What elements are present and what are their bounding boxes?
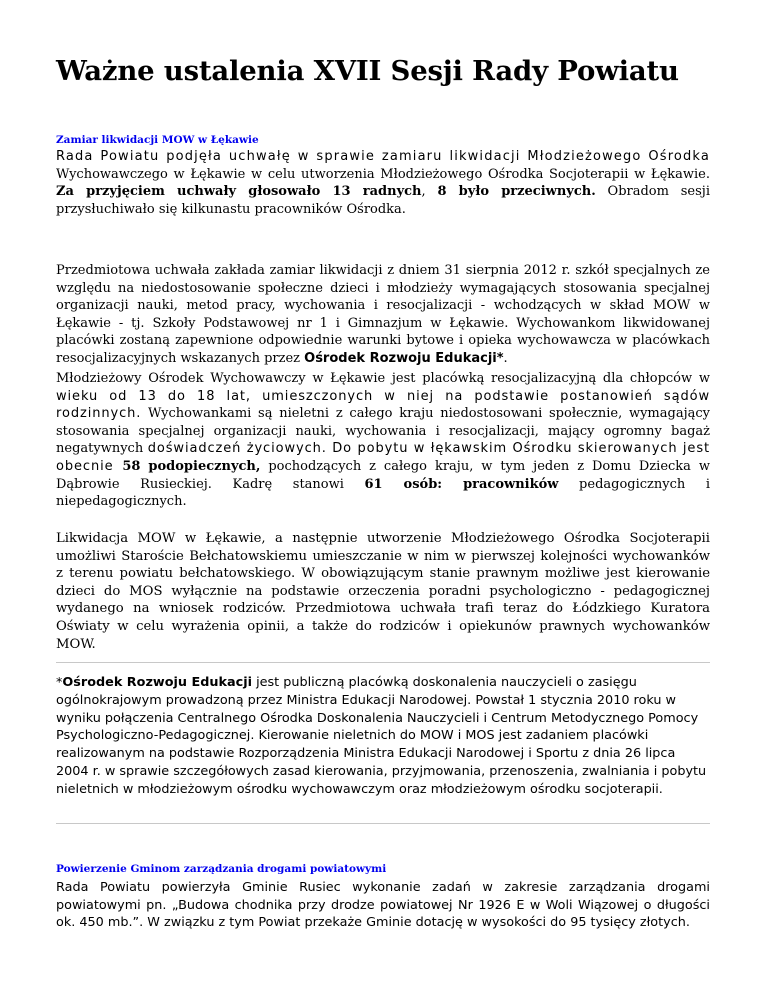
vote-against-text: 8 było przeciwnych.	[437, 184, 596, 200]
paragraph-mow-text-g: pochodzących z całego kraju, w tym jeden z Domu Dziecka w Dąbrowie Rusieckiej. Kadrę stanowi	[56, 458, 710, 492]
paragraph-mow-description	[56, 370, 710, 511]
staff-count: 61 osób: pracowników	[364, 476, 559, 492]
divider-top	[56, 662, 710, 663]
divider-bottom	[56, 823, 710, 824]
page-title: Ważne ustalenia XVII Sesji Rady Powiatu	[56, 55, 679, 87]
paragraph-mow-text-b: wieku od 13 do 18 lat, umieszczonych w niej na podstawie postanowień sądów rodzinnych.	[56, 388, 710, 422]
paragraph-mos-creation: Likwidacja MOW w Łękawie, a następnie utworzenie Młodzieżowego Ośrodka Socjoterapii umożliwi Staroście Bełchatowskiemu umieszczanie w nim w pierwszej kolejności wychowanków z terenu powiatu bełchatowskiego. W obowiązującym stanie prawnym możliwe jest kierowanie dzieci do MOS wyłącznie na podstawie orzeczenia poradni psychologiczno - pedagogicznej wydanego na wniosek rodziców. Przedmiotowa uchwała trafi teraz do Łódzkiego Kuratora Oświaty w celu wyrażenia opinii, a także do rodziców i opiekunów prawnych wychowanków MOW.	[56, 531, 710, 652]
paragraph-liquidation-details	[56, 262, 710, 368]
vote-for-text: Za przyjęciem uchwały głosowało 13 radnych	[56, 184, 422, 200]
paragraph-mow-text-c: Wychowankami są nieletni z całego kraju niedostosowani społecznie, wymagający stosowania specjalnej organizacji nauki, wychowania i resocjalizacji, mający ogromny bagaż negatywnych	[56, 406, 710, 457]
paragraph-mow-text-a: Młodzieżowy Ośrodek Wychowawczy w Łękawie jest placówką resocjalizacyjną dla chłopców w	[56, 371, 710, 386]
footnote-asterisk: *	[56, 675, 63, 690]
paragraph-liquidation-text: Przedmiotowa uchwała zakłada zamiar likwidacji z dniem 31 sierpnia 2012 r. szkół specjalnych ze względu na niedostosowanie społeczne dzieci i młodzieży wymagających stosowania specjalnej organizacji nauki, metod pracy, wychowania i resocjalizacji - wchodzących w skład MOW w Łękawie - tj. Szkoły Podstawowej nr 1 i Gimnazjum w Łękawie. Wychowankom likwidowanej placówki zostaną zapewnione odpowiednie warunki bytowe i opieka wychowawcza w placówkach resocjalizacyjnych wskazanych przez	[56, 263, 710, 366]
paragraph-mow-text-i: pedagogicznych i niepedagogicznych.	[56, 476, 711, 510]
paragraph-resolution-part: Wychowawczego w Łękawie w celu utworzenia Młodzieżowego Ośrodka Socjoterapii w Łękawie.	[56, 166, 710, 182]
paragraph-roads: Rada Powiatu powierzyła Gminie Rusiec wykonanie zadań w zakresie zarządzania drogami powiatowymi pn. „Budowa chodnika przy drodze powiatowej Nr 1926 E w Woli Wiązowej o długości ok. 450 mb.”. W związku z tym Powiat przekaże Gminie dotację w wysokości do 95 tysięcy złotych.	[56, 880, 710, 931]
paragraph-resolution-sep: ,	[421, 184, 438, 200]
footnote-ore-text: jest publiczną placówką doskonalenia nauczycieli o zasięgu ogólnokrajowym prowadzoną przez Ministra Edukacji Narodowej. Powstał 1 stycznia 2010 roku w wyniku połączenia Centralnego Ośrodka Doskonalenia Nauczycieli i Centrum Metodycznego Pomocy Psychologiczno-Pedagogicznej. Kierowanie nieletnich do MOW i MOS jest zadaniem placówki realizowanym na podstawie Rozporządzenia Ministra Edukacji Narodowej i Sportu z dnia 26 lipca 2004 r. w sprawie szczegółowych zasad kierowania, przyjmowania, przenoszenia, zwalniania i pobytu nieletnich w młodzieżowym ośrodku wychowawczym oraz młodzieżowym ośrodku socjoterapii.	[56, 675, 707, 797]
paragraph-liquidation-end: .	[503, 350, 508, 366]
footnote-ore	[56, 674, 710, 799]
footnote-ore-name: Ośrodek Rozwoju Edukacji	[62, 675, 252, 690]
section-link-mow-likwidacja[interactable]: Zamiar likwidacji MOW w Łękawie	[56, 134, 259, 146]
section-link-drogi-powiatowe[interactable]: Powierzenie Gminom zarządzania drogami powiatowymi	[56, 863, 387, 875]
paragraph-resolution-end: Obradom sesji przysłuchiwało się kilkunastu pracowników Ośrodka.	[56, 184, 710, 217]
ore-reference: Ośrodek Rozwoju Edukacji*	[304, 350, 504, 366]
paragraph-resolution-line1: Rada Powiatu podjęła uchwałę w sprawie zamiaru likwidacji Młodzieżowego Ośrodka	[56, 149, 710, 164]
paragraph-mow-text-d: doświadczeń życiowych. Do pobytu w łękawskim Ośrodku skierowanych jest obecnie	[56, 441, 710, 474]
pupils-count: 58	[122, 458, 141, 474]
pupils-label: podopiecznych,	[148, 458, 261, 474]
paragraph-resolution	[56, 148, 710, 218]
